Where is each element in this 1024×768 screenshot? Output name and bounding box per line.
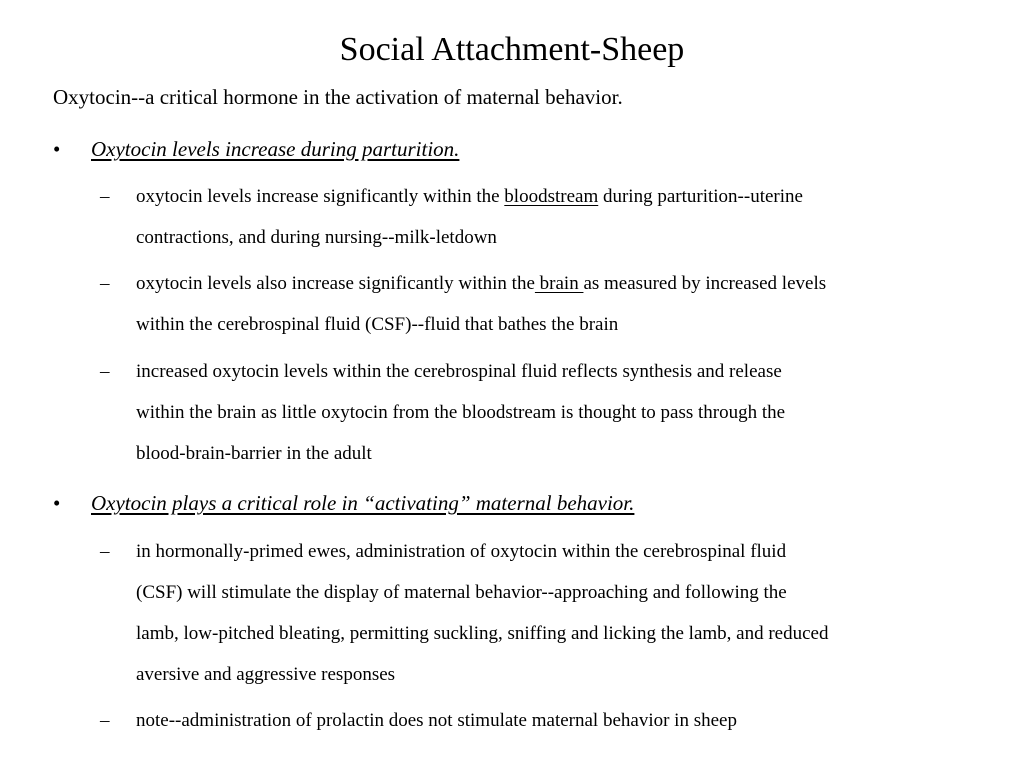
dash-marker: –: [100, 361, 110, 382]
sub-item-line: lamb, low-pitched bleating, permitting suckling, sniffing and licking the lamb, and reduced: [136, 623, 829, 644]
bullet-text: Oxytocin plays a critical role in “activating” maternal behavior.: [91, 491, 635, 515]
bullet-marker: •: [53, 137, 61, 161]
text-segment: as measured by increased levels: [583, 273, 827, 294]
dash-marker: –: [100, 186, 110, 207]
sub-item-line: note--administration of prolactin does not stimulate maternal behavior in sheep: [136, 710, 737, 731]
sub-item-text: [136, 176, 976, 258]
intro-text: Oxytocin--a critical hormone in the activation of maternal behavior.: [53, 85, 623, 109]
bullet-text: Oxytocin levels increase during parturition.: [91, 137, 460, 161]
sub-item-line: within the cerebrospinal fluid (CSF)--fluid that bathes the brain: [136, 314, 619, 335]
sub-item-line: within the brain as little oxytocin from the bloodstream is thought to pass through the: [136, 402, 786, 423]
sub-item-text: [136, 700, 976, 741]
sub-item-text: [136, 531, 976, 695]
sub-item-line: aversive and aggressive responses: [136, 664, 396, 685]
sub-item-line: contractions, and during nursing--milk-letdown: [136, 227, 497, 248]
sub-item-text: [136, 351, 976, 474]
dash-marker: –: [100, 541, 110, 562]
sub-item-line: [136, 263, 976, 304]
text-segment: during parturition--uterine: [598, 186, 803, 207]
sub-item-text: [136, 263, 976, 345]
dash-marker: –: [100, 273, 110, 294]
underlined-term: brain: [534, 273, 584, 294]
sub-item-line: (CSF) will stimulate the display of maternal behavior--approaching and following the: [136, 582, 787, 603]
bullet-marker: •: [53, 491, 61, 515]
sub-item-line: blood-brain-barrier in the adult: [136, 443, 372, 464]
text-segment: oxytocin levels also increase significantly within the: [136, 273, 535, 294]
sub-item-line: in hormonally-primed ewes, administration of oxytocin within the cerebrospinal fluid: [136, 541, 787, 562]
sub-item-line: [136, 176, 976, 217]
text-segment: oxytocin levels increase significantly within the: [136, 186, 505, 207]
slide-title: Social Attachment-Sheep: [339, 31, 685, 68]
sub-item-line: increased oxytocin levels within the cerebrospinal fluid reflects synthesis and release: [136, 361, 782, 382]
underlined-term: bloodstream: [504, 186, 599, 207]
dash-marker: –: [100, 710, 110, 731]
